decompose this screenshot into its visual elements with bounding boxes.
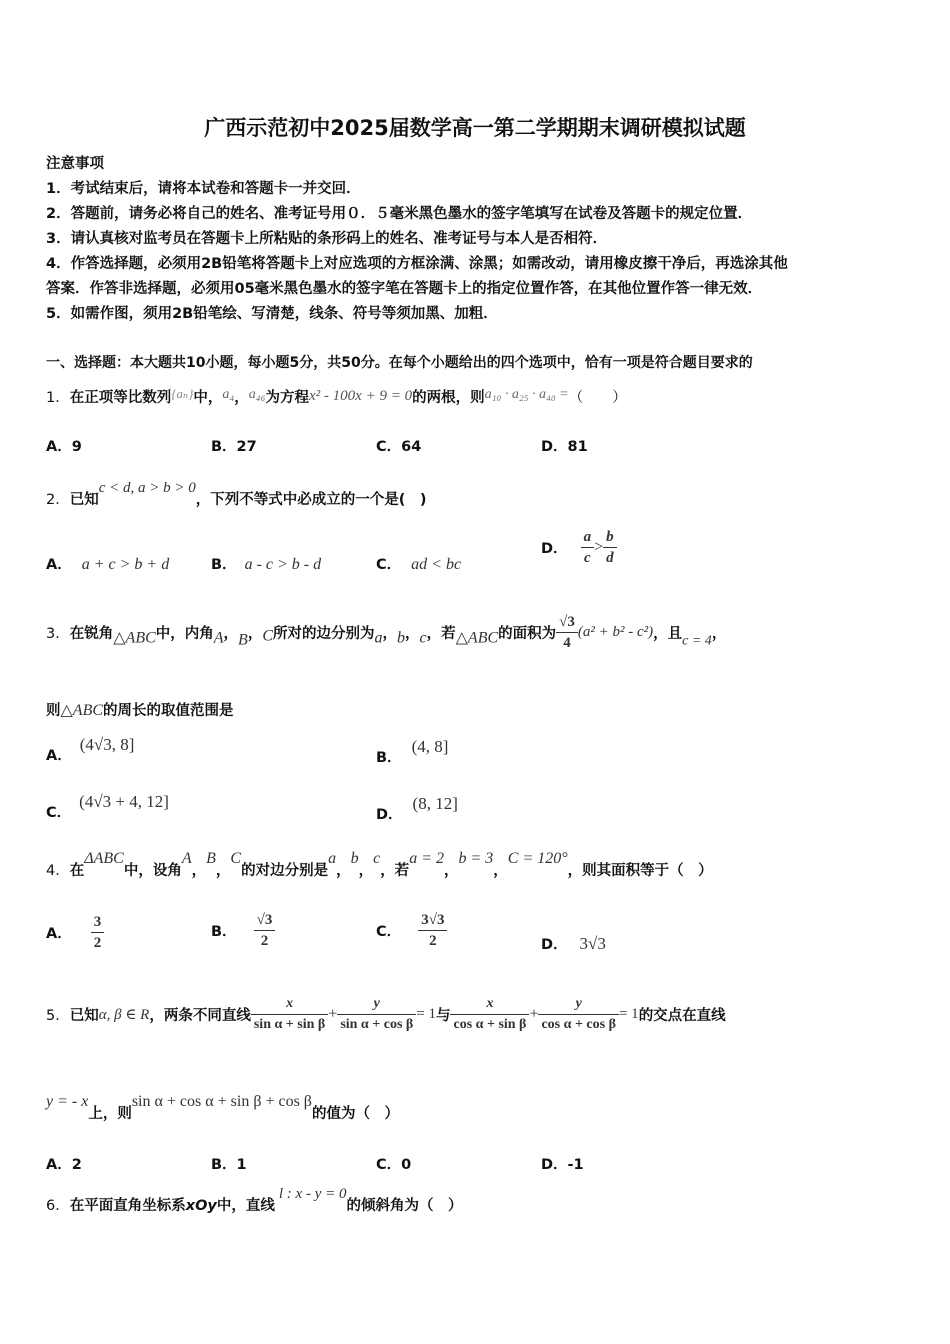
notice-heading: 注意事项 [46, 156, 104, 172]
notice-item: 4．作答选择题，必须用2B铅笔将答题卡上对应选项的方框涂满、涂黑；如需改动，请用橡皮擦干净后，再选涂其他 [46, 256, 788, 272]
question-3-line2: 则△ABC的周长的取值范围是 [46, 702, 234, 719]
option-c: C．64 [376, 439, 422, 455]
notice-item: 2．答题前，请务必将自己的姓名、准考证号用０．５毫米黑色墨水的签字笔填写在试卷及答题卡的规定位置． [46, 206, 753, 222]
option-c: C．(4√3 + 4, 12] [46, 792, 169, 821]
option-b: B．1 [211, 1157, 247, 1173]
question-5-line2: y = - x上，则sin α + cos α + sin β + cos β的值为（ ） [46, 1093, 399, 1122]
page-title: 广西示范初中2025届数学高一第二学期期末调研模拟试题 [204, 116, 746, 140]
option-b: B．(4, 8] [376, 737, 449, 766]
option-d: D． 3√3 [541, 934, 606, 953]
option-c: C． ad < bc [376, 556, 462, 573]
option-d: D． $\frac{a}{c}$ > $\frac{b}{d}$ [541, 527, 617, 568]
question-number: 2． [46, 492, 70, 508]
notice-item: 答案．作答非选择题，必须用05毫米黑色墨水的签字笔在答题卡上的指定位置作答，在其他位置作答一律无效． [46, 281, 763, 297]
option-a: A． a + c > b + d [46, 556, 170, 573]
question-number: 1． [46, 390, 70, 406]
question-5: 5．已知α, β ∈ R，两条不同直线 $\frac{x}{\text{sin α + sin β}}$ + $\frac{y}{\text{sin α + cos β}}$ = 1与 $\frac{x}{\text{cos α + sin β}}$ + $\frac{y}{\text{cos α + cos β}}$ = 1的交点在直线 [46, 996, 726, 1032]
notice-item: 5．如需作图，须用2B铅笔绘、写清楚，线条、符号等须加黑、加粗． [46, 306, 498, 322]
notice-item: 3．请认真核对监考员在答题卡上所粘贴的条形码上的姓名、准考证号与本人是否相符． [46, 231, 608, 247]
option-d: D．(8, 12] [376, 794, 458, 823]
option-d: D．81 [541, 439, 588, 455]
question-number: 4． [46, 863, 70, 879]
question-number: 3． [46, 626, 70, 642]
question-number: 5． [46, 1008, 70, 1024]
notice-item: 1．考试结束后，请将本试卷和答题卡一并交回． [46, 181, 361, 197]
option-b: B．27 [211, 439, 257, 455]
question-4: 4．在ΔABC中，设角A，B，C的对边分别是a，b，c，若a = 2，b = 3，C = 120°，则其面积等于（ ） [46, 850, 713, 879]
section-heading: 一、选择题：本大题共10小题，每小题5分，共50分。在每个小题给出的四个选项中，恰有一项是符合题目要求的 [46, 355, 753, 371]
option-a: A．(4√3, 8] [46, 735, 135, 764]
option-a: A．2 [46, 1157, 82, 1173]
option-b: B． a - c > b - d [211, 556, 322, 573]
option-b: B． $\frac{√3}{2}$ [211, 910, 275, 951]
option-c: C． $\frac{3√3}{2}$ [376, 910, 447, 951]
question-2: 2．已知c < d, a > b > 0，下列不等式中必成立的一个是( ) [46, 480, 427, 508]
option-d: D．-1 [541, 1157, 584, 1173]
question-number: 6． [46, 1198, 70, 1214]
question-1: 1．在正项等比数列{aₙ}中，a₄，a₄₆为方程x² - 100x + 9 = 0的两根，则a₁₀ · a₂₅ · a₄₀ =（ ） [46, 386, 627, 406]
option-a: A．9 [46, 439, 82, 455]
question-3: 3．在锐角△ABC中，内角A，B，C所对的边分别为a，b，c，若△ABC的面积为 $\frac{√3}{4}$ (a² + b² - c²)，且c = 4， [46, 614, 727, 651]
option-a: A． $\frac{3}{2}$ [46, 912, 104, 953]
option-c: C．0 [376, 1157, 412, 1173]
question-6: 6．在平面直角坐标系xOy中，直线l : x - y = 0的倾斜角为（ ） [46, 1186, 463, 1214]
